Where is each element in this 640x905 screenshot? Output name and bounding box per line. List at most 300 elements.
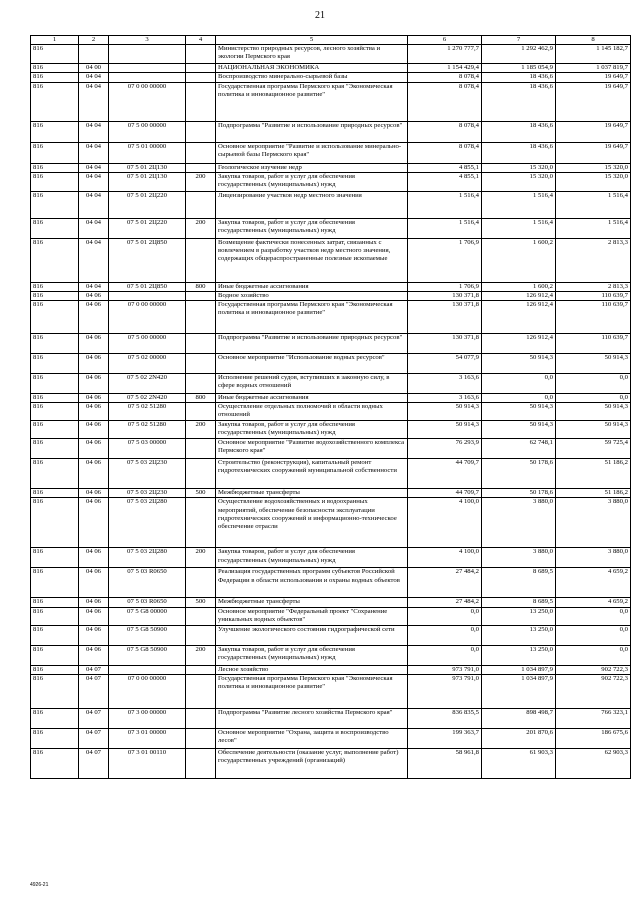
description-cell: Осуществление отдельных полномочий в области водных отношений	[216, 403, 408, 421]
amount-2022-cell: 126 912,4	[482, 301, 556, 334]
section-code-cell: 04 04	[79, 82, 109, 121]
table-row	[31, 191, 631, 218]
target-code-cell: 07 5 01 2Ц130	[109, 172, 186, 191]
amount-2022-cell: 13 250,0	[482, 645, 556, 665]
amount-2023-cell: 0,0	[556, 625, 631, 645]
amount-2021-cell: 76 293,9	[408, 439, 482, 459]
ministry-code-cell: 816	[31, 45, 79, 64]
target-code-cell: 07 5 00 00000	[109, 121, 186, 142]
expense-type-cell	[186, 163, 216, 172]
amount-2022-cell: 3 880,0	[482, 498, 556, 548]
amount-2023-cell: 110 639,7	[556, 301, 631, 334]
ministry-code-cell: 816	[31, 354, 79, 374]
amount-2023-cell: 0,0	[556, 645, 631, 665]
table-row	[31, 421, 631, 439]
expense-type-cell	[186, 439, 216, 459]
ministry-code-cell: 816	[31, 394, 79, 403]
column-header: 2	[79, 36, 109, 45]
table-row	[31, 142, 631, 163]
target-code-cell: 07 5 G8 00000	[109, 607, 186, 625]
column-header: 5	[216, 36, 408, 45]
description-cell: Закупка товаров, работ и услуг для обеспечения государственных (муниципальных) нужд	[216, 645, 408, 665]
description-cell: Закупка товаров, работ и услуг для обеспечения государственных (муниципальных) нужд	[216, 548, 408, 568]
target-code-cell: 07 5 03 2Ц280	[109, 548, 186, 568]
description-cell: Основное мероприятие "Использование водных ресурсов"	[216, 354, 408, 374]
amount-2023-cell: 1 516,4	[556, 191, 631, 218]
expense-type-cell	[186, 568, 216, 598]
target-code-cell: 07 5 G8 50900	[109, 645, 186, 665]
description-cell: Осуществление водохозяйственных и водоохранных мероприятий, обеспечение безопасности эксплуатации гидротехнических сооружений и информационно-техническое обеспечение отрасли	[216, 498, 408, 548]
target-code-cell: 07 3 01 00000	[109, 728, 186, 748]
section-code-cell: 04 06	[79, 403, 109, 421]
table-row	[31, 665, 631, 674]
section-code-cell: 04 06	[79, 301, 109, 334]
ministry-code-cell: 816	[31, 163, 79, 172]
column-header: 6	[408, 36, 482, 45]
amount-2021-cell: 199 363,7	[408, 728, 482, 748]
expense-type-cell	[186, 291, 216, 300]
table-row	[31, 82, 631, 121]
amount-2021-cell: 8 078,4	[408, 142, 482, 163]
ministry-code-cell: 816	[31, 64, 79, 73]
section-code-cell: 04 06	[79, 459, 109, 489]
expense-type-cell	[186, 142, 216, 163]
description-cell: Государственная программа Пермского края "Экономическая политика и инновационное развитие"	[216, 674, 408, 708]
amount-2022-cell: 1 516,4	[482, 218, 556, 238]
ministry-code-cell: 816	[31, 172, 79, 191]
amount-2023-cell: 0,0	[556, 607, 631, 625]
amount-2023-cell: 0,0	[556, 394, 631, 403]
section-code-cell: 04 04	[79, 142, 109, 163]
target-code-cell: 07 0 00 00000	[109, 674, 186, 708]
ministry-code-cell: 816	[31, 665, 79, 674]
amount-2022-cell: 61 903,3	[482, 748, 556, 778]
table-row	[31, 548, 631, 568]
amount-2022-cell: 0,0	[482, 394, 556, 403]
description-cell: Исполнение решений судов, вступивших в законную силу, в сфере водных отношений	[216, 374, 408, 394]
section-code-cell: 04 07	[79, 665, 109, 674]
footer-code: 4926-21	[30, 882, 49, 888]
target-code-cell: 07 3 01 00110	[109, 748, 186, 778]
ministry-code-cell: 816	[31, 645, 79, 665]
expense-type-cell	[186, 73, 216, 82]
amount-2023-cell: 186 675,6	[556, 728, 631, 748]
amount-2023-cell: 3 880,0	[556, 548, 631, 568]
table-row	[31, 459, 631, 489]
expense-type-cell	[186, 82, 216, 121]
table-row	[31, 498, 631, 548]
section-code-cell: 04 07	[79, 708, 109, 728]
target-code-cell: 07 5 02 2N420	[109, 374, 186, 394]
amount-2021-cell: 1 706,9	[408, 238, 482, 282]
target-code-cell: 07 5 03 00000	[109, 439, 186, 459]
table-row	[31, 489, 631, 498]
ministry-code-cell: 816	[31, 142, 79, 163]
section-code-cell: 04 06	[79, 394, 109, 403]
target-code-cell: 07 5 03 R0650	[109, 598, 186, 607]
description-cell: Воспроизводство минерально-сырьевой базы	[216, 73, 408, 82]
amount-2023-cell: 51 186,2	[556, 459, 631, 489]
section-code-cell: 04 07	[79, 748, 109, 778]
description-cell: Основное мероприятие "Охрана, защита и воспроизводство лесов"	[216, 728, 408, 748]
amount-2023-cell: 4 659,2	[556, 598, 631, 607]
section-code-cell: 04 04	[79, 218, 109, 238]
amount-2021-cell: 0,0	[408, 607, 482, 625]
table-row	[31, 403, 631, 421]
ministry-code-cell: 816	[31, 708, 79, 728]
table-row	[31, 625, 631, 645]
section-code-cell: 04 06	[79, 439, 109, 459]
amount-2023-cell: 19 649,7	[556, 82, 631, 121]
description-cell: Геологическое изучение недр	[216, 163, 408, 172]
section-code-cell: 04 04	[79, 282, 109, 291]
amount-2022-cell: 50 914,3	[482, 403, 556, 421]
expense-type-cell	[186, 374, 216, 394]
amount-2023-cell: 2 813,3	[556, 238, 631, 282]
amount-2021-cell: 973 791,0	[408, 665, 482, 674]
table-row	[31, 645, 631, 665]
description-cell: Лесное хозяйство	[216, 665, 408, 674]
column-header: 3	[109, 36, 186, 45]
table-row	[31, 291, 631, 300]
target-code-cell: 07 5 02 00000	[109, 354, 186, 374]
description-cell: Основное мероприятие "Развитие водохозяйственного комплекса Пермского края"	[216, 439, 408, 459]
description-cell: Возмещение фактически понесенных затрат, связанных с вовлечением в разработку участков недр местного значения, содержащих общераспространенные полезные ископаемые	[216, 238, 408, 282]
section-code-cell: 04 06	[79, 625, 109, 645]
amount-2022-cell: 50 914,3	[482, 354, 556, 374]
expense-type-cell	[186, 459, 216, 489]
amount-2022-cell: 18 436,6	[482, 142, 556, 163]
table-row	[31, 238, 631, 282]
expense-type-cell: 800	[186, 394, 216, 403]
table-row	[31, 598, 631, 607]
amount-2023-cell: 902 722,3	[556, 665, 631, 674]
ministry-code-cell: 816	[31, 374, 79, 394]
amount-2023-cell: 15 320,0	[556, 163, 631, 172]
description-cell: Иные бюджетные ассигнования	[216, 394, 408, 403]
table-row	[31, 121, 631, 142]
amount-2023-cell: 19 649,7	[556, 142, 631, 163]
expense-type-cell	[186, 748, 216, 778]
page-number: 21	[315, 10, 325, 21]
target-code-cell: 07 3 00 00000	[109, 708, 186, 728]
target-code-cell: 07 5 03 2Ц280	[109, 498, 186, 548]
description-cell: Лицензирование участков недр местного значения	[216, 191, 408, 218]
expense-type-cell: 500	[186, 598, 216, 607]
ministry-code-cell: 816	[31, 439, 79, 459]
ministry-code-cell: 816	[31, 191, 79, 218]
expense-type-cell: 200	[186, 172, 216, 191]
ministry-code-cell: 816	[31, 421, 79, 439]
amount-2021-cell: 50 914,3	[408, 421, 482, 439]
section-code-cell: 04 06	[79, 489, 109, 498]
expense-type-cell: 200	[186, 218, 216, 238]
target-code-cell: 07 5 03 R0650	[109, 568, 186, 598]
target-code-cell: 07 5 01 2Ц130	[109, 163, 186, 172]
expense-type-cell: 500	[186, 489, 216, 498]
amount-2022-cell: 1 185 054,9	[482, 64, 556, 73]
section-code-cell: 04 04	[79, 121, 109, 142]
description-cell: Подпрограмма "Развитие лесного хозяйства Пермского края"	[216, 708, 408, 728]
ministry-code-cell: 816	[31, 674, 79, 708]
amount-2021-cell: 4 855,1	[408, 163, 482, 172]
amount-2021-cell: 0,0	[408, 625, 482, 645]
description-cell: Государственная программа Пермского края "Экономическая политика и инновационное развитие"	[216, 301, 408, 334]
description-cell: Обеспечение деятельности (оказание услуг, выполнение работ) государственных учреждений (организаций)	[216, 748, 408, 778]
amount-2021-cell: 130 371,8	[408, 291, 482, 300]
table-row	[31, 334, 631, 354]
table-header-row	[31, 36, 631, 45]
ministry-code-cell: 816	[31, 489, 79, 498]
target-code-cell: 07 5 02 51280	[109, 421, 186, 439]
amount-2023-cell: 50 914,3	[556, 354, 631, 374]
expense-type-cell: 800	[186, 282, 216, 291]
description-cell: Основное мероприятие "Развитие и использование минерально-сырьевой базы Пермского края"	[216, 142, 408, 163]
budget-table	[30, 35, 631, 779]
amount-2021-cell: 1 270 777,7	[408, 45, 482, 64]
section-code-cell: 04 06	[79, 291, 109, 300]
expense-type-cell	[186, 121, 216, 142]
amount-2021-cell: 130 371,8	[408, 301, 482, 334]
amount-2021-cell: 27 484,2	[408, 598, 482, 607]
description-cell: Закупка товаров, работ и услуг для обеспечения государственных (муниципальных) нужд	[216, 218, 408, 238]
ministry-code-cell: 816	[31, 291, 79, 300]
amount-2021-cell: 0,0	[408, 645, 482, 665]
amount-2023-cell: 1 037 819,7	[556, 64, 631, 73]
table-row	[31, 607, 631, 625]
target-code-cell: 07 5 01 2Ц850	[109, 282, 186, 291]
section-code-cell: 04 06	[79, 354, 109, 374]
table-row	[31, 73, 631, 82]
amount-2021-cell: 4 855,1	[408, 172, 482, 191]
amount-2021-cell: 8 078,4	[408, 82, 482, 121]
expense-type-cell	[186, 625, 216, 645]
target-code-cell	[109, 291, 186, 300]
amount-2023-cell: 1 145 182,7	[556, 45, 631, 64]
amount-2021-cell: 4 100,0	[408, 498, 482, 548]
column-header: 8	[556, 36, 631, 45]
expense-type-cell	[186, 354, 216, 374]
amount-2022-cell: 15 320,0	[482, 163, 556, 172]
table-row	[31, 163, 631, 172]
table-row	[31, 674, 631, 708]
description-cell: Подпрограмма "Развитие и использование природных ресурсов"	[216, 121, 408, 142]
target-code-cell: 07 5 01 2Ц220	[109, 191, 186, 218]
amount-2022-cell: 1 600,2	[482, 238, 556, 282]
column-header: 7	[482, 36, 556, 45]
expense-type-cell	[186, 191, 216, 218]
amount-2022-cell: 0,0	[482, 374, 556, 394]
amount-2021-cell: 58 961,8	[408, 748, 482, 778]
amount-2023-cell: 1 516,4	[556, 218, 631, 238]
expense-type-cell	[186, 238, 216, 282]
section-code-cell: 04 06	[79, 374, 109, 394]
expense-type-cell	[186, 607, 216, 625]
section-code-cell: 04 06	[79, 568, 109, 598]
table-row	[31, 301, 631, 334]
description-cell: Закупка товаров, работ и услуг для обеспечения государственных (муниципальных) нужд	[216, 421, 408, 439]
amount-2023-cell: 4 659,2	[556, 568, 631, 598]
amount-2021-cell: 44 709,7	[408, 459, 482, 489]
expense-type-cell: 200	[186, 548, 216, 568]
amount-2023-cell: 3 880,0	[556, 498, 631, 548]
ministry-code-cell: 816	[31, 728, 79, 748]
ministry-code-cell: 816	[31, 568, 79, 598]
ministry-code-cell: 816	[31, 748, 79, 778]
expense-type-cell	[186, 674, 216, 708]
expense-type-cell	[186, 708, 216, 728]
amount-2022-cell: 13 250,0	[482, 607, 556, 625]
table-row	[31, 394, 631, 403]
amount-2022-cell: 13 250,0	[482, 625, 556, 645]
amount-2022-cell: 898 498,7	[482, 708, 556, 728]
description-cell: Закупка товаров, работ и услуг для обеспечения государственных (муниципальных) нужд	[216, 172, 408, 191]
expense-type-cell: 200	[186, 645, 216, 665]
target-code-cell	[109, 73, 186, 82]
table-row	[31, 568, 631, 598]
description-cell: Подпрограмма "Развитие и использование природных ресурсов"	[216, 334, 408, 354]
amount-2021-cell: 130 371,8	[408, 334, 482, 354]
amount-2023-cell: 62 903,3	[556, 748, 631, 778]
amount-2022-cell: 3 880,0	[482, 548, 556, 568]
section-code-cell: 04 06	[79, 498, 109, 548]
amount-2021-cell: 4 100,0	[408, 548, 482, 568]
section-code-cell: 04 06	[79, 607, 109, 625]
ministry-code-cell: 816	[31, 334, 79, 354]
table-row	[31, 218, 631, 238]
section-code-cell: 04 06	[79, 548, 109, 568]
section-code-cell: 04 06	[79, 598, 109, 607]
amount-2022-cell: 8 689,5	[482, 568, 556, 598]
ministry-code-cell: 816	[31, 218, 79, 238]
amount-2023-cell: 19 649,7	[556, 73, 631, 82]
description-cell: Строительство (реконструкция), капитальный ремонт гидротехнических сооружений муниципальной собственности	[216, 459, 408, 489]
description-cell: НАЦИОНАЛЬНАЯ ЭКОНОМИКА	[216, 64, 408, 73]
description-cell: Улучшение экологического состояния гидрографической сети	[216, 625, 408, 645]
amount-2022-cell: 1 034 897,9	[482, 665, 556, 674]
amount-2022-cell: 8 689,5	[482, 598, 556, 607]
target-code-cell: 07 5 00 00000	[109, 334, 186, 354]
target-code-cell: 07 0 00 00000	[109, 82, 186, 121]
amount-2022-cell: 18 436,6	[482, 73, 556, 82]
description-cell: Реализация государственных программ субъектов Российской Федерации в области использования и охраны водных объектов	[216, 568, 408, 598]
section-code-cell: 04 06	[79, 421, 109, 439]
expense-type-cell	[186, 301, 216, 334]
ministry-code-cell: 816	[31, 121, 79, 142]
amount-2021-cell: 8 078,4	[408, 121, 482, 142]
section-code-cell	[79, 45, 109, 64]
amount-2022-cell: 15 320,0	[482, 172, 556, 191]
section-code-cell: 04 07	[79, 674, 109, 708]
target-code-cell	[109, 665, 186, 674]
expense-type-cell	[186, 403, 216, 421]
target-code-cell: 07 5 G8 50900	[109, 625, 186, 645]
ministry-code-cell: 816	[31, 301, 79, 334]
description-cell: Водное хозяйство	[216, 291, 408, 300]
target-code-cell: 07 0 00 00000	[109, 301, 186, 334]
section-code-cell: 04 00	[79, 64, 109, 73]
ministry-code-cell: 816	[31, 598, 79, 607]
table-row	[31, 45, 631, 64]
amount-2022-cell: 18 436,6	[482, 82, 556, 121]
amount-2023-cell: 110 639,7	[556, 334, 631, 354]
section-code-cell: 04 04	[79, 172, 109, 191]
ministry-code-cell: 816	[31, 625, 79, 645]
amount-2021-cell: 1 516,4	[408, 191, 482, 218]
amount-2022-cell: 201 870,6	[482, 728, 556, 748]
section-code-cell: 04 04	[79, 191, 109, 218]
amount-2022-cell: 126 912,4	[482, 334, 556, 354]
amount-2021-cell: 8 078,4	[408, 73, 482, 82]
amount-2021-cell: 973 791,0	[408, 674, 482, 708]
table-row	[31, 748, 631, 778]
ministry-code-cell: 816	[31, 607, 79, 625]
target-code-cell: 07 5 02 51280	[109, 403, 186, 421]
ministry-code-cell: 816	[31, 282, 79, 291]
description-cell: Межбюджетные трансферты	[216, 489, 408, 498]
amount-2022-cell: 62 748,1	[482, 439, 556, 459]
amount-2023-cell: 59 725,4	[556, 439, 631, 459]
description-cell: Государственная программа Пермского края "Экономическая политика и инновационное развитие"	[216, 82, 408, 121]
target-code-cell	[109, 64, 186, 73]
table-row	[31, 282, 631, 291]
amount-2023-cell: 110 639,7	[556, 291, 631, 300]
description-cell: Министерство природных ресурсов, лесного хозяйства и экологии Пермского края	[216, 45, 408, 64]
target-code-cell	[109, 45, 186, 64]
amount-2021-cell: 54 077,9	[408, 354, 482, 374]
target-code-cell: 07 5 01 00000	[109, 142, 186, 163]
description-cell: Межбюджетные трансферты	[216, 598, 408, 607]
table-row	[31, 728, 631, 748]
target-code-cell: 07 5 03 2Ц230	[109, 459, 186, 489]
amount-2022-cell: 1 600,2	[482, 282, 556, 291]
section-code-cell: 04 04	[79, 163, 109, 172]
amount-2021-cell: 836 835,5	[408, 708, 482, 728]
column-header: 1	[31, 36, 79, 45]
ministry-code-cell: 816	[31, 82, 79, 121]
ministry-code-cell: 816	[31, 403, 79, 421]
expense-type-cell: 200	[186, 421, 216, 439]
amount-2021-cell: 44 709,7	[408, 489, 482, 498]
expense-type-cell	[186, 334, 216, 354]
ministry-code-cell: 816	[31, 238, 79, 282]
amount-2023-cell: 0,0	[556, 374, 631, 394]
amount-2022-cell: 50 178,6	[482, 489, 556, 498]
amount-2022-cell: 126 912,4	[482, 291, 556, 300]
amount-2023-cell: 19 649,7	[556, 121, 631, 142]
amount-2021-cell: 1 154 429,4	[408, 64, 482, 73]
amount-2022-cell: 18 436,6	[482, 121, 556, 142]
amount-2023-cell: 766 323,1	[556, 708, 631, 728]
amount-2021-cell: 1 706,9	[408, 282, 482, 291]
section-code-cell: 04 06	[79, 334, 109, 354]
amount-2023-cell: 2 813,3	[556, 282, 631, 291]
table-row	[31, 439, 631, 459]
amount-2022-cell: 1 292 462,9	[482, 45, 556, 64]
target-code-cell: 07 5 01 2Ц850	[109, 238, 186, 282]
table-row	[31, 354, 631, 374]
amount-2021-cell: 1 516,4	[408, 218, 482, 238]
amount-2022-cell: 1 034 897,9	[482, 674, 556, 708]
expense-type-cell	[186, 64, 216, 73]
target-code-cell: 07 5 03 2Ц230	[109, 489, 186, 498]
section-code-cell: 04 06	[79, 645, 109, 665]
expense-type-cell	[186, 665, 216, 674]
amount-2023-cell: 15 320,0	[556, 172, 631, 191]
amount-2021-cell: 50 914,3	[408, 403, 482, 421]
ministry-code-cell: 816	[31, 73, 79, 82]
expense-type-cell	[186, 45, 216, 64]
